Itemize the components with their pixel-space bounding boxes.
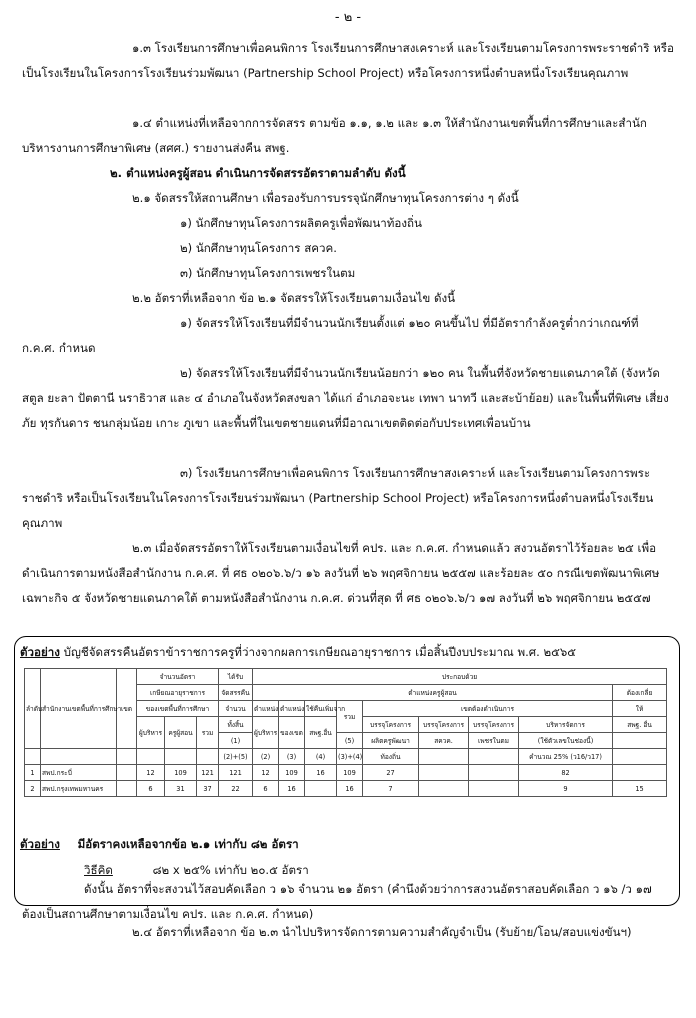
table-row bbox=[25, 765, 667, 781]
header-b4c: คำนวณ 25% (ว16/ว17) bbox=[519, 749, 613, 765]
cell-teacher: 31 bbox=[165, 781, 197, 797]
cell-sum: 109 bbox=[337, 765, 363, 781]
example2-text: มีอัตราคงเหลือจากข้อ ๒.๑ เท่ากับ ๘๒ อัตรา bbox=[77, 837, 299, 851]
header-use: ใช้คืนเพิ่มจาก bbox=[305, 701, 337, 717]
example2-line bbox=[20, 832, 299, 856]
header-comprise: ประกอบด้วย bbox=[253, 669, 667, 685]
header-b1: บรรจุโครงการ bbox=[363, 717, 419, 733]
header-pos-admin2: ผู้บริหาร bbox=[253, 717, 279, 749]
cell-zone bbox=[117, 781, 137, 797]
cell-total: 37 bbox=[197, 781, 219, 797]
header-c5: (5) bbox=[337, 733, 363, 749]
header-no: ลำดับ bbox=[25, 669, 41, 749]
header-b3: บรรจุโครงการ bbox=[469, 717, 519, 733]
header-sum: รวม bbox=[337, 701, 363, 733]
cell-b1: 27 bbox=[363, 765, 419, 781]
header-teacher: ครูผู้สอน bbox=[165, 717, 197, 749]
paragraph-2-2-3: ๓) โรงเรียนการศึกษาเพื่อคนพิการ โรงเรียนการศึกษาสงเคราะห์ และโรงเรียนตามโครงการพระราชดำริ หรือเป็นโรงเรียนในโครงการโรงเรียนร่วมพัฒนา (Partnership School Project) หรือโครงการหนึ่งตำบลหนึ่งโรงเรียนคุณภาพ bbox=[22, 466, 654, 530]
cell-pos-admin: 6 bbox=[253, 781, 279, 797]
header-use2: สพฐ.อื่น bbox=[305, 717, 337, 749]
header-all: ทั้งสิ้น bbox=[219, 717, 253, 733]
cell-b2 bbox=[419, 765, 469, 781]
paragraph-2-1: ๒.๑ จัดสรรให้สถานศึกษา เพื่อรองรับการบรรจุนักศึกษาทุนโครงการต่าง ๆ ดังนี้ bbox=[132, 191, 519, 205]
cell-admin: 12 bbox=[137, 765, 165, 781]
header-total: รวม bbox=[197, 717, 219, 749]
cell-alloc: 121 bbox=[219, 765, 253, 781]
cell-use bbox=[305, 781, 337, 797]
header-c3: (3) bbox=[279, 749, 305, 765]
header-b1b: ผลิตครูพัฒนา bbox=[363, 733, 419, 749]
header-must3: สพฐ. อื่น bbox=[613, 717, 667, 733]
header-num: จำนวน bbox=[219, 701, 253, 717]
header-must: ต้องเกลี่ย bbox=[613, 685, 667, 701]
example2-label: ตัวอย่าง bbox=[20, 837, 60, 851]
paragraph-2-1-1: ๑) นักศึกษาทุนโครงการผลิตครูเพื่อพัฒนาท้องถิ่น bbox=[180, 216, 422, 230]
cell-sum: 16 bbox=[337, 781, 363, 797]
header-pos-admin: ตำแหน่ง bbox=[253, 701, 279, 717]
method-label: วิธีคิด bbox=[84, 863, 113, 877]
header-office: สำนักงานเขตพื้นที่การศึกษา bbox=[41, 669, 117, 749]
header-b4: บริหารจัดการ bbox=[519, 717, 613, 733]
cell-must bbox=[613, 765, 667, 781]
header-receive: ได้รับ bbox=[219, 669, 253, 685]
header-alloc: จัดสรรคืน bbox=[219, 685, 253, 701]
header-cond: เขตต้องดำเนินการ bbox=[363, 701, 613, 717]
header-c4: (4) bbox=[305, 749, 337, 765]
header-pos-t2: ของเขต bbox=[279, 717, 305, 749]
cell-b4: 9 bbox=[519, 781, 613, 797]
heading-section-2: ๒. ตำแหน่งครูผู้สอน ดำเนินการจัดสรรอัตราตามลำดับ ดังนี้ bbox=[110, 166, 406, 180]
example-title bbox=[20, 644, 670, 662]
header-b2: บรรจุโครงการ bbox=[419, 717, 469, 733]
paragraph-2-1-3: ๓) นักศึกษาทุนโครงการเพชรในตม bbox=[180, 266, 356, 280]
method-text: ๘๒ x ๒๕% เท่ากับ ๒๐.๕ อัตรา bbox=[152, 863, 309, 877]
cell-must: 15 bbox=[613, 781, 667, 797]
cell-pos-t: 16 bbox=[279, 781, 305, 797]
table-body bbox=[25, 765, 667, 797]
header-admin: ผู้บริหาร bbox=[137, 717, 165, 749]
header-b1c: ท้องถิ่น bbox=[363, 749, 419, 765]
header-b4b: (ใช้ตัวเลขในช่องนี้) bbox=[519, 733, 613, 749]
paragraph-1-3: ๑.๓ โรงเรียนการศึกษาเพื่อคนพิการ โรงเรียนการศึกษาสงเคราะห์ และโรงเรียนตามโครงการพระราชดำริ หรือเป็นโรงเรียนในโครงการโรงเรียนร่วมพัฒนา (Partnership School Project) หรือโครงการหนึ่งตำบลหนึ่งโรงเรียนคุณภาพ bbox=[22, 41, 674, 80]
cell-zone bbox=[117, 765, 137, 781]
header-must2: ให้ bbox=[613, 701, 667, 717]
example2-conclusion: ดังนั้น อัตราที่จะสงวนไว้สอบคัดเลือก ว ๑๖ จำนวน ๒๑ อัตรา (คำนึงด้วยว่าการสงวนอัตราสอบคัดเลือก ว ๑๖ /ว ๑๗ ต้องเป็นสถานศึกษาตามเงื่อนไข คปร. และ ก.ค.ศ. กำหนด) bbox=[22, 882, 652, 921]
cell-admin: 6 bbox=[137, 781, 165, 797]
header-c5f: (3)+(4) bbox=[337, 749, 363, 765]
paragraph-2-2-2: ๒) จัดสรรให้โรงเรียนที่มีจำนวนนักเรียนน้อยกว่า ๑๒๐ คน ในพื้นที่จังหวัดชายแดนภาคใต้ (จังหวัดสตูล ยะลา ปัตตานี นราธิวาส และ ๔ อำเภอในจังหวัดสงขลา ได้แก่ อำเภอจะนะ เทพา นาทวี และสะบ้าย้อย) และในพื้นที่พิเศษ เสี่ยงภัย ทุรกันดาร ชนกลุ่มน้อย เกาะ ภูเขา และพื้นที่ในเขตชายแดนที่มีอาณาเขตติดต่อกับประเทศเพื่อนบ้าน bbox=[22, 366, 669, 430]
header-zone: เขต bbox=[117, 669, 137, 749]
paragraph-2-1-2: ๒) นักศึกษาทุนโครงการ สควค. bbox=[180, 241, 337, 255]
header-b3b: เพชรในตม bbox=[469, 733, 519, 749]
paragraph-1-4: ๑.๔ ตำแหน่งที่เหลือจากการจัดสรร ตามข้อ ๑.๑, ๑.๒ และ ๑.๓ ให้สำนักงานเขตพื้นที่การศึกษาและสำนักบริหารงานการศึกษาพิเศษ (สศศ.) รายงานส่งคืน สพฐ. bbox=[22, 116, 647, 155]
example-label: ตัวอย่าง bbox=[20, 645, 60, 659]
paragraph-2-2-1: ๑) จัดสรรให้โรงเรียนที่มีจำนวนนักเรียนตั้งแต่ ๑๒๐ คนขึ้นไป ที่มีอัตรากำลังครูต่ำกว่าเกณฑ์ที่ ก.ค.ศ. กำหนด bbox=[22, 316, 639, 355]
paragraph-2-3: ๒.๓ เมื่อจัดสรรอัตราให้โรงเรียนตามเงื่อนไขที่ คปร. และ ก.ค.ศ. กำหนดแล้ว สงวนอัตราไว้ร้อยละ ๒๕ เพื่อดำเนินการตามหนังสือสำนักงาน ก.ค.ศ. ที่ ศธ ๐๒๐๖.๖/ว ๑๖ ลงวันที่ ๒๖ พฤศจิกายน ๒๕๕๗ และร้อยละ ๕๐ กรณีเขตพัฒนาพิเศษเฉพาะกิจ ๕ จังหวัดชายแดนภาคใต้ ตามหนังสือสำนักงาน ก.ค.ศ. ด่วนที่สุด ที่ ศธ ๐๒๐๖.๖/ว ๑๗ ลงวันที่ ๒๖ พฤศจิกายน ๒๕๕๗ bbox=[22, 541, 660, 605]
header-of-area: ของเขตพื้นที่การศึกษา bbox=[137, 701, 219, 717]
header-c1: (1) bbox=[219, 733, 253, 749]
cell-use: 16 bbox=[305, 765, 337, 781]
cell-b2 bbox=[419, 781, 469, 797]
cell-alloc: 22 bbox=[219, 781, 253, 797]
paragraph-2-4: ๒.๔ อัตราที่เหลือจาก ข้อ ๒.๓ นำไปบริหารจัดการตามความสำคัญจำเป็น (รับย้าย/โอน/สอบแข่งขันฯ) bbox=[132, 925, 632, 939]
cell-office: สพป.กระบี่ bbox=[41, 765, 117, 781]
header-pos-t: ตำแหน่ง bbox=[279, 701, 305, 717]
header-count: จำนวนอัตรา bbox=[137, 669, 219, 685]
example-title-text: บัญชีจัดสรรคืนอัตราข้าราชการครูที่ว่างจากผลการเกษียณอายุราชการ เมื่อสิ้นปีงบประมาณ พ.ศ. ๒๕๖๕ bbox=[63, 645, 577, 659]
paragraph-2-2: ๒.๒ อัตราที่เหลือจาก ข้อ ๒.๑ จัดสรรให้โรงเรียนตามเงื่อนไข ดังนี้ bbox=[132, 291, 456, 305]
cell-no: 2 bbox=[25, 781, 41, 797]
header-c1f: (2)+(5) bbox=[219, 749, 253, 765]
cell-office: สพป.กรุงเทพมหานคร bbox=[41, 781, 117, 797]
header-teacher-pos: ตำแหน่งครูผู้สอน bbox=[253, 685, 613, 701]
cell-b3 bbox=[469, 765, 519, 781]
cell-b4: 82 bbox=[519, 765, 613, 781]
cell-b1: 7 bbox=[363, 781, 419, 797]
cell-pos-t: 109 bbox=[279, 765, 305, 781]
allocation-table bbox=[24, 668, 667, 797]
cell-no: 1 bbox=[25, 765, 41, 781]
table-row bbox=[25, 781, 667, 797]
cell-teacher: 109 bbox=[165, 765, 197, 781]
cell-total: 121 bbox=[197, 765, 219, 781]
header-b2b: สควค. bbox=[419, 733, 469, 749]
page-number: - ๒ - bbox=[334, 10, 362, 25]
cell-pos-admin: 12 bbox=[253, 765, 279, 781]
header-retire: เกษียณอายุราชการ bbox=[137, 685, 219, 701]
header-c2: (2) bbox=[253, 749, 279, 765]
cell-b3 bbox=[469, 781, 519, 797]
